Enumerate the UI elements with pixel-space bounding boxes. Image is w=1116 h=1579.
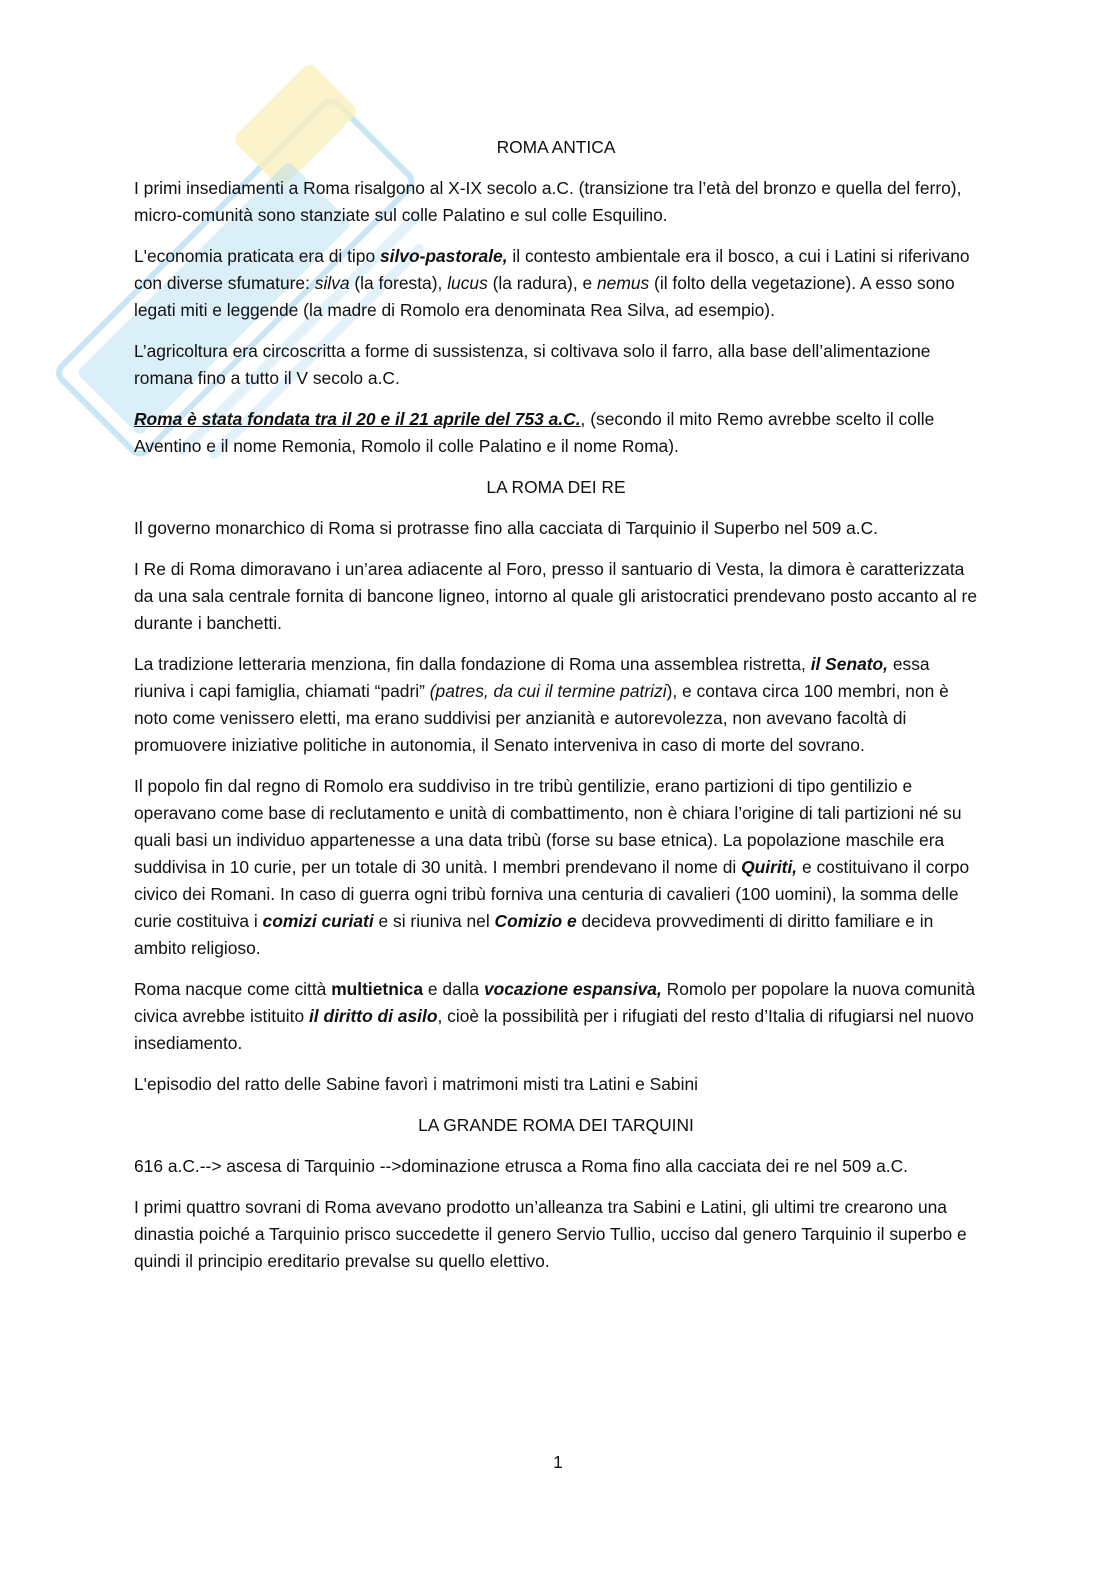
- text-run: e si riuniva nel: [373, 911, 495, 931]
- text-run: ), e contava circa 100 membri, non è noto come venissero eletti, ma erano suddivisi per anzianità e autorevolezza, non avevano facoltà di promuovere iniziative politiche in autonomia, il Senato interveniva in caso di morte del sovrano.: [134, 681, 949, 755]
- term-nemus: nemus: [597, 273, 650, 293]
- term-lucus: lucus: [447, 273, 488, 293]
- document-title: ROMA ANTICA: [496, 137, 616, 157]
- text-run: Roma nacque come città: [134, 979, 332, 999]
- term-silva: silva: [314, 273, 350, 293]
- paragraph-governo-monarchico: Il governo monarchico di Roma si protrasse fino alla cacciata di Tarquinio il Superbo nel 509 a.C.: [134, 518, 879, 538]
- text-run: essa riuniva i capi famiglia, chiamati “padri”: [134, 654, 930, 701]
- paragraph-tribu: [134, 773, 978, 962]
- paragraph-dimora-re: I Re di Roma dimoravano i un’area adiacente al Foro, presso il santuario di Vesta, la dimora è caratterizzata da una sala centrale fornita di bancone ligneo, intorno al quale gli aristocratici prendevano posto accanto al re durante i banchetti.: [134, 559, 978, 633]
- term-comizi-curiati: comizi curiati: [262, 911, 374, 931]
- term-vocazione-espansiva: vocazione espansiva,: [483, 979, 662, 999]
- page-number: 1: [553, 1452, 563, 1472]
- term-comizio: Comizio e: [494, 911, 577, 931]
- document-page: [134, 134, 978, 1289]
- paragraph-fondazione: [134, 406, 978, 460]
- term-multietnica: multietnica: [331, 979, 424, 999]
- text-run: Il popolo fin dal regno di Romolo era suddiviso in tre tribù gentilizie, erano partizioni di tipo gentilizio e operavano come base di reclutamento e unità di combattimento, non è chiara l’origine di tali partizioni né su quali basi un individuo appartenesse a una data tribù (forse su base etnica). La popolazione maschile era suddivisa in 10 curie, per un totale di 30 unità. I membri prendevano il nome di: [134, 776, 962, 877]
- paragraph-ascesa-tarquinio: 616 a.C.--> ascesa di Tarquinio -->dominazione etrusca a Roma fino alla cacciata dei re nel 509 a.C.: [134, 1156, 908, 1176]
- section-heading-tarquini: LA GRANDE ROMA DEI TARQUINI: [418, 1115, 694, 1135]
- fondazione-date-highlight: Roma è stata fondata tra il 20 e il 21 aprile del 753 a.C.: [134, 409, 581, 429]
- text-run: , (secondo il mito Remo avrebbe scelto il colle Aventino e il nome Remonia, Romolo il colle Palatino e il nome Roma).: [134, 409, 935, 456]
- term-quiriti: Quiriti,: [741, 857, 798, 877]
- paragraph-multietnica: [134, 976, 978, 1057]
- section-heading-roma-dei-re: LA ROMA DEI RE: [486, 477, 626, 497]
- term-diritto-di-asilo: il diritto di asilo: [308, 1006, 438, 1026]
- text-run: (la foresta),: [349, 273, 448, 293]
- text-run: decideva provvedimenti di diritto familiare e in ambito religioso.: [134, 911, 934, 958]
- paragraph-sabine: L'episodio del ratto delle Sabine favorì i matrimoni misti tra Latini e Sabini: [134, 1074, 698, 1094]
- term-silvo-pastorale: silvo-pastorale,: [379, 246, 508, 266]
- term-senato: il Senato,: [810, 654, 888, 674]
- text-run: La tradizione letteraria menziona, fin dalla fondazione di Roma una assemblea ristretta,: [134, 654, 811, 674]
- text-run: Romolo per popolare la nuova comunità civica avrebbe istituito: [134, 979, 976, 1026]
- paragraph-economia: [134, 243, 978, 324]
- text-run: L'economia praticata era di tipo: [134, 246, 380, 266]
- text-run: (il folto della vegetazione). A esso sono legati miti e leggende (la madre di Romolo era denominata Rea Silva, ad esempio).: [134, 273, 955, 320]
- paragraph-senato: [134, 651, 978, 759]
- paragraph-dinastia: I primi quattro sovrani di Roma avevano prodotto un’alleanza tra Sabini e Latini, gli ultimi tre crearono una dinastia poiché a Tarquinio prisco succedette il genero Servio Tullio, ucciso dal genero Tarquinio il superbo e quindi il principio ereditario prevalse su quello elettivo.: [134, 1197, 967, 1271]
- paragraph-agricoltura: L’agricoltura era circoscritta a forme di sussistenza, si coltivava solo il farro, alla base dell’alimentazione romana fino a tutto il V secolo a.C.: [134, 341, 931, 388]
- text-run: (la radura), e: [487, 273, 598, 293]
- term-patres: (patres, da cui il termine patrizi: [429, 681, 667, 701]
- text-run: e costituivano il corpo civico dei Romani. In caso di guerra ogni tribù forniva una centuria di cavalieri (100 uomini), la somma delle curie costituiva i: [134, 857, 970, 931]
- paragraph-insediamenti: I primi insediamenti a Roma risalgono al X-IX secolo a.C. (transizione tra l’età del bronzo e quella del ferro), micro-comunità sono stanziate sul colle Palatino e sul colle Esquilino.: [134, 178, 962, 225]
- text-run: il contesto ambientale era il bosco, a cui i Latini si riferivano con diverse sfumature:: [134, 246, 970, 293]
- text-run: , cioè la possibilità per i rifugiati del resto d’Italia di rifugiarsi nel nuovo insediamento.: [134, 1006, 974, 1053]
- text-run: e dalla: [423, 979, 484, 999]
